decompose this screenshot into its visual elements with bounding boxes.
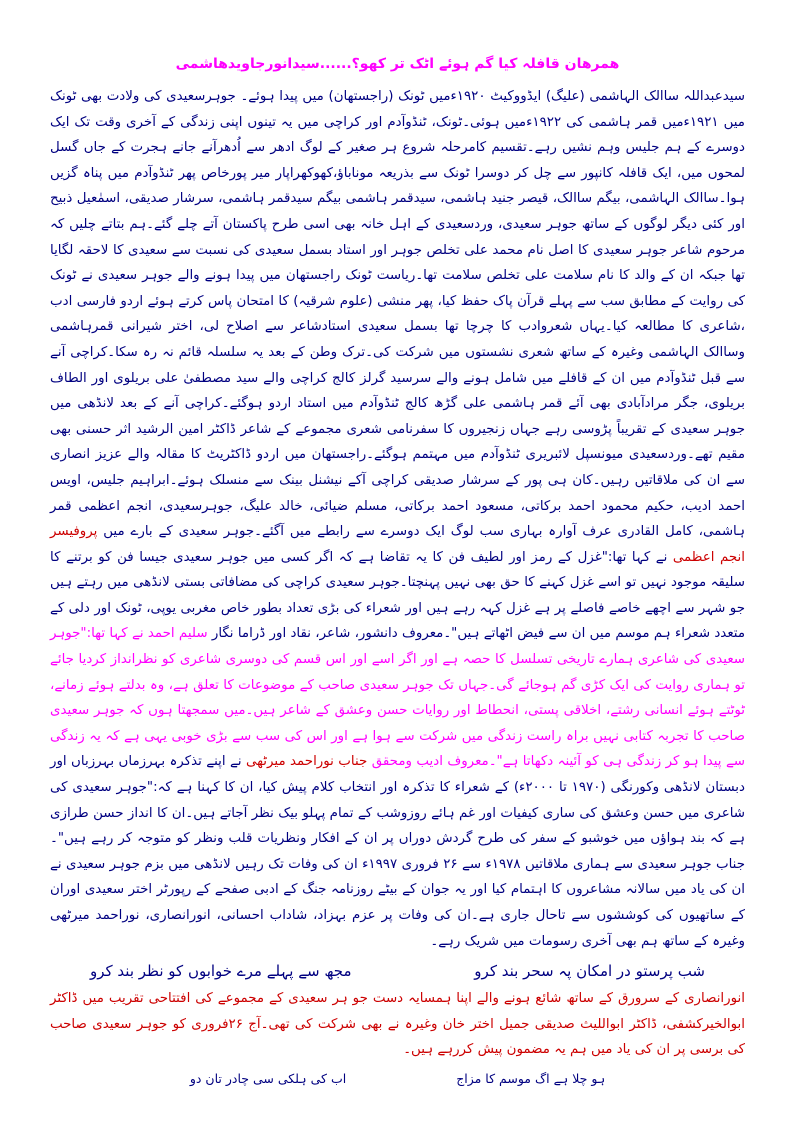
quoted-name-anjum-azmi: پروفیسر انجم اعظمی	[50, 524, 745, 565]
article-title: ھمرھان قافلہ کیا گم ہوئے اٹک تر کھو؟......سیدانورجاویدھاشمی	[175, 56, 620, 72]
body-segment-1: سیدعبداللہ ساالک الہاشمی (علیگ) ایڈووکیٹ ۱۹۲۰ءمیں ٹونک (راجستھان) میں پیدا ہوئے۔ جوہرسعیدی کی ولادت بھی ٹونک میں ۱۹۲۱ءمیں قمر ہاشمی کی ۱۹۲۲ءمیں ہوئی۔ٹونک، ٹنڈوآدم اور کراچی میں یہ تینوں اپنی زندگی کے آخری وقت تک ایک دوسرے کے ہم جلیس وہم نشیں رہے۔تقسیم کامرحلہ شروع ہر صغیر کے لوگ ادھر سے اُدھرآنے جانے ہجرت کے جاں گسل لمحوں میں، ایک قافلہ کانپور سے چل کر دوسرا ٹونک سے بذریعہ موناباؤ،کھوکھراپار میر پورخاص پھر ٹنڈوآدم میں پناہ گزیں ہوا۔ساالک الہاشمی، بیگم ساالک، قیصر جنید ہاشمی، سیدقمر ہاشمی بیگم سیدقمر ہاشمی، سرشار صدیقی، اسمٰعیل ذبیح اور کئی دیگر لوگوں کے ساتھ جوہر سعیدی، وردسعیدی کے اہل خانہ بھی اسی طرح پاکستان آتے چلے گئے۔ہم بتاتے چلیں کہ مرحوم شاعر جوہر سعیدی کا اصل نام محمد علی تخلص جوہر اور استاد بسمل سعیدی کی نسبت سے سعیدی کا لاحقہ لگایا تھا جبکہ ان کے والد کا نام سلامت علی تخلص سلامت تھا۔ریاست ٹونک راجستھان میں پیدا ہونے والے جوہر سعیدی نے ٹونک کی روایت کے مطابق سب سے پہلے قرآن پاک حفظ کیا، پھر منشی (علوم شرقیہ) کا امتحان پاس کرتے ہوئے اردو فارسی ادب ،شاعری کا مطالعہ کیا۔یہاں شعروادب کا چرچا تھا بسمل سعیدی استادشاعر سے اصلاح لی، اختر شیرانی قمرہاشمی وساالک الہاشمی وغیرہ کے ساتھ شعری نشستوں میں شرکت کی۔ترک وطن کے بعد یہ سلسلہ قائم نہ رہ سکا۔کراچی آنے سے قبل ٹنڈوآدم میں ان کے قافلے میں شامل ہونے والے سرسید گرلز کالج کراچی والے سید مصطفیٰ علی بریلوی اور الطاف بریلوی، جگر مرادآبادی بھی آئے قمر ہاشمی علی گڑھ کالج ٹنڈوآدم میں استاد اردو ہوگئے۔کراچی آنے کے بعد لانڈھی میں جوہر سعیدی کے تقریباً پڑوسی رہے جہاں زنجیروں کا سفرنامی شعری مجموعے کے شاعر ڈاکٹر امین الرشید اثر حسنی بھی مقیم تھے۔وردسعیدی میونسپل لائبریری ٹنڈوآدم میں مہتمم ہوگئے۔راجستھان میں اردو ڈاکٹریٹ کا مقالہ والے عزیز انصاری سے ان کی ملاقاتیں رہیں۔کان ہی پور کے سرشار صدیقی کراچی آکے نیشنل بینک سے منسلک ہوئے۔ابراہیم جلیس، اویس احمد ادیب، حکیم محمود احمد برکاتی، مسعود احمد برکاتی، مسلم ضیائی، خالد علیگ، جوہرسعیدی، انجم اعظمی قمر ہاشمی، کامل القادری عرف آوارہ بہاری سب لوگ ایک دوسرے سے رابطے میں آگئے۔جوہر سعیدی کے بارے میں	[50, 89, 745, 540]
closing-line-2: اب کی ہلکی سی چادر تان دو	[189, 1070, 347, 1086]
body-segment-5: نے کہا تھا:"جوہر سعیدی کی شاعری ہمارے تاریخی تسلسل کا حصہ ہے اور اگر اسے اور اس قسم کی دوسری شاعری کو نظرانداز کردیا جائے تو ہماری روایت کی ایک کڑی گم ہوجائے گی۔جہاں تک جوہر سعیدی صاحب کے موضوعات کا تعلق ہے، وہ بدلتے ہوئے زمانے، ٹوٹتے ہوئے انسانی رشتے، اخلاقی پستی، انحطاط اور روایات حسن وعشق کے شاعر ہیں۔میں سمجھتا ہوں کہ جوہر سعیدی صاحب کا تجربہ کتابی نہیں براہ راست زندگی میں شرکت سے ہوا ہے اور اس کی سب سے بڑی خوبی یہی ہے کہ یہ زندگی سے پیدا ہو کر زندگی ہی کو آئینہ دکھاتا ہے"۔معروف ادیب ومحقق	[50, 626, 746, 770]
verse-line-2: مجھ سے پہلے مرے خوابوں کو نظر بند کرو	[90, 962, 352, 981]
closing-couplet	[50, 1071, 745, 1086]
article-body	[50, 84, 745, 954]
body-segment-7: نے اپنے تذکرہ بہرزماں بہرزباں اور دبستان لانڈھی وکورنگی (۱۹۷۰ تا ۲۰۰۰ء) کے شعراء کا تذکرہ اور انتخاب کلام پیش کیا، ان کا کہنا ہے کہ:"جوہر سعیدی کی شاعری میں حسن وعشق کی ساری کیفیات اور غم ہائے روزوشب کے تمام پہلو بیک نظر آجاتے ہیں۔ان کا انداز حسن طرازی ہے کہ بند ہواؤں میں خوشبو کے سفر کی طرح گردش دوراں پر ان کے افکار ونظریات قلب ونظر کو متوجہ کر رہے ہیں"۔جناب جوہر سعیدی سے ہماری ملاقاتیں ۱۹۷۸ء سے ۲۶ فروری ۱۹۹۷ء ان کی وفات تک رہیں لانڈھی میں بزم جوہر سعیدی نے ان کی یاد میں سالانہ مشاعروں کا اہتمام کیا اور یہ جوان کے بیٹے روزنامہ جنگ کے ادبی صفحے کے رپورٹر اختر سعیدی اوران کے ساتھیوں کی کوششوں سے تاحال جاری ہے۔ان کی وفات پر عزم بہزاد، شاداب احسانی، انورانصاری، نوراحمد میرٹھی وغیرہ کے ساتھ ہم بھی آخری رسومات میں شریک رہے۔	[50, 754, 745, 949]
closing-line-1: ہو چلا ہے اگ موسم کا مزاج	[456, 1070, 606, 1086]
footer-paragraph: انورانصاری کے سرورق کے ساتھ شائع ہونے والے اپنا ہمسایہ دست جو ہر سعیدی کے مجموعے کی افتتاحی تقریب میں ڈاکٹر ابوالخیرکشفی، ڈاکٹر ابواللیث صدیقی جمیل اختر خان وغیرہ نے بھی شرکت کی تھی۔آج ۲۶فروری کو جوہر سعیدی صاحب کی برسی پر ان کی یاد میں ہم یہ مضمون پیش کررہے ہیں۔	[50, 991, 745, 1058]
verse-line-1: شب پرستو در امکان پہ سحر بند کرو	[474, 962, 705, 981]
verse-couplet	[90, 962, 705, 980]
quoted-name-saleem-ahmad: سلیم احمد	[147, 626, 208, 642]
quoted-name-noor-ahmad: جناب نوراحمد میرٹھی	[245, 754, 368, 770]
body-segment-3: نے کہا تھا:"غزل کے رمز اور لطیف فن کا یہ تقاضا ہے کہ اگر کسی میں جوہر سعیدی جیسا فن کو برتنے کا سلیقہ موجود نہیں تو اسے غزل کہنے کا حق بھی نہیں پہنچتا۔جوہر سعیدی کراچی کی مضافاتی بستی لانڈھی میں رہتے ہیں جو شہر سے اچھے خاصے فاصلے پر ہے غزل کہہ رہے ہیں اور شعراء کی بڑی تعداد بطور خاص مغربی یوپی، ٹونک اور دلی کے متعدد شعراء ہم موسم میں ان سے فیض اٹھاتے ہیں"۔معروف دانشور، شاعر، نقاد اور ڈراما نگار	[50, 549, 745, 642]
